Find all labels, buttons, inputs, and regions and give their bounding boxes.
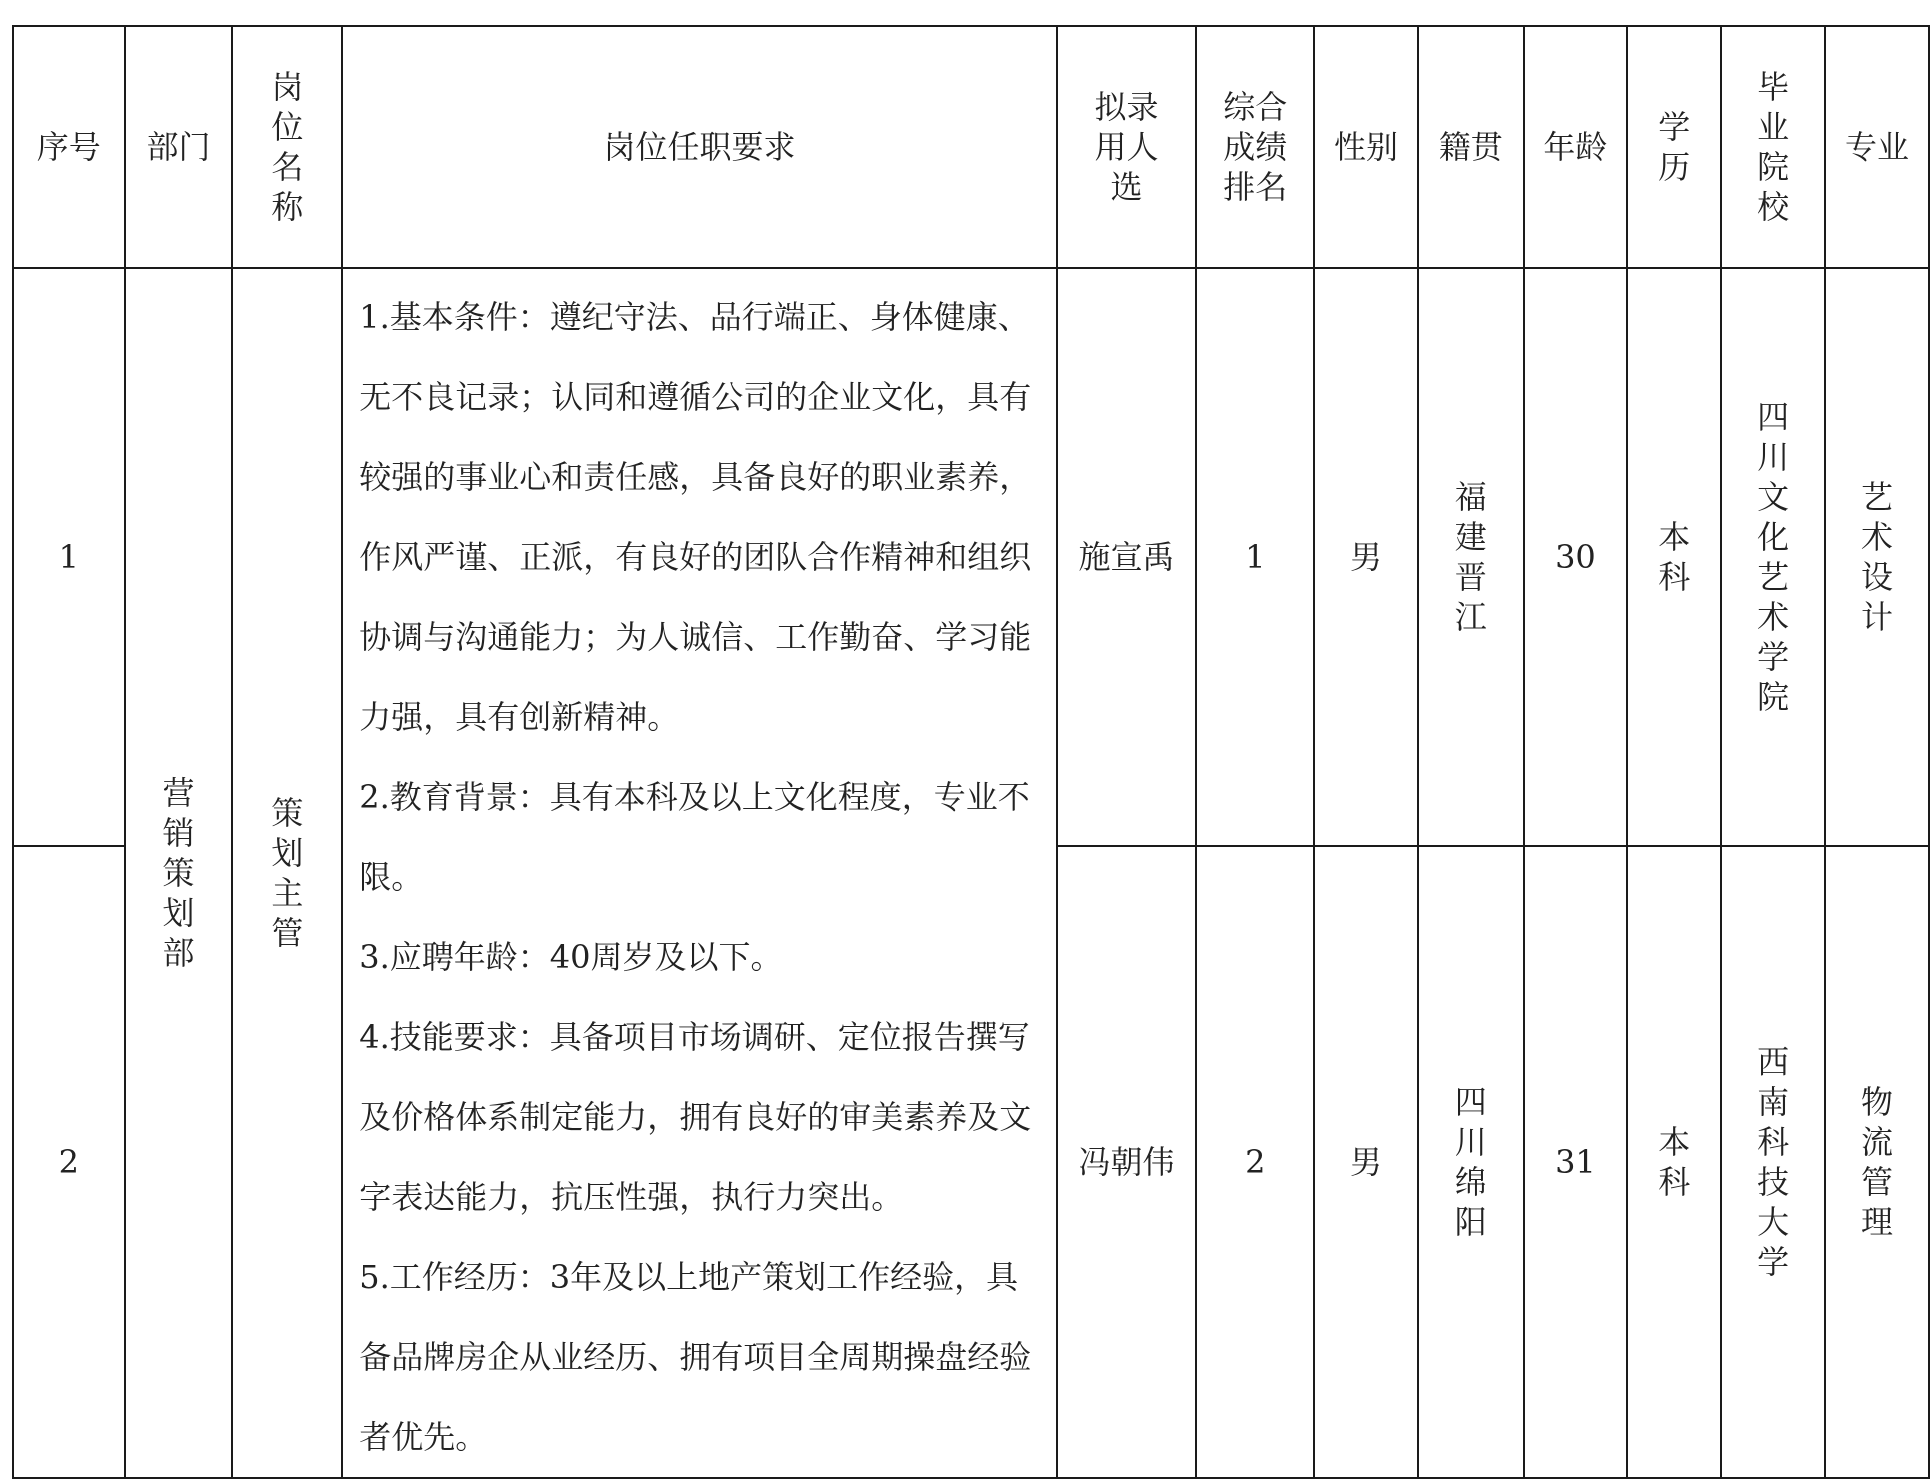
- requirement-experience: 5.工作经历：3年及以上地产策划工作经验，具备品牌房企从业经历、拥有项目全周期操盘经验者优先。: [359, 1258, 1032, 1456]
- school-value: 四川文化艺术学院: [1721, 268, 1825, 846]
- row-seq: 1: [13, 268, 125, 846]
- header-major: 专业: [1825, 26, 1929, 268]
- candidate-name: 冯朝伟: [1057, 846, 1197, 1478]
- requirement-skills: 4.技能要求：具备项目市场调研、定位报告撰写及价格体系制定能力，拥有良好的审美素养及文字表达能力，抗压性强，执行力突出。: [359, 1018, 1032, 1216]
- rank-value: 1: [1196, 268, 1314, 846]
- header-origin: 籍贯: [1418, 26, 1524, 268]
- candidate-table: [12, 25, 1930, 1479]
- gender-value: 男: [1314, 268, 1418, 846]
- rank-value: 2: [1196, 846, 1314, 1478]
- requirements-cell: [342, 268, 1056, 1478]
- requirement-age: 3.应聘年龄：40周岁及以下。: [359, 938, 783, 976]
- education-value: 本科: [1627, 268, 1721, 846]
- recruitment-document: [12, 25, 1930, 1479]
- header-education: 学历: [1627, 26, 1721, 268]
- position-cell: 策划主管: [232, 268, 342, 1478]
- age-value: 31: [1524, 846, 1628, 1478]
- origin-value: 福建晋江: [1418, 268, 1524, 846]
- age-value: 30: [1524, 268, 1628, 846]
- major-value: 物流管理: [1825, 846, 1929, 1478]
- header-row: [13, 26, 1929, 268]
- header-school: 毕业院校: [1721, 26, 1825, 268]
- header-gender: 性别: [1314, 26, 1418, 268]
- gender-value: 男: [1314, 846, 1418, 1478]
- candidate-name: 施宣禹: [1057, 268, 1197, 846]
- header-rank: 综合成绩排名: [1196, 26, 1314, 268]
- header-position: 岗位名称: [232, 26, 342, 268]
- requirement-basic: 1.基本条件：遵纪守法、品行端正、身体健康、无不良记录；认同和遵循公司的企业文化，具有较强的事业心和责任感，具备良好的职业素养，作风严谨、正派，有良好的团队合作精神和组织协调与沟通能力；为人诚信、工作勤奋、学习能力强，具有创新精神。: [359, 298, 1032, 736]
- header-seq: 序号: [13, 26, 125, 268]
- header-dept: 部门: [125, 26, 233, 268]
- dept-cell: 营销策划部: [125, 268, 233, 1478]
- origin-value: 四川绵阳: [1418, 846, 1524, 1478]
- school-value: 西南科技大学: [1721, 846, 1825, 1478]
- header-candidate: 拟录用人选: [1057, 26, 1197, 268]
- major-value: 艺术设计: [1825, 268, 1929, 846]
- header-age: 年龄: [1524, 26, 1628, 268]
- row-seq: 2: [13, 846, 125, 1478]
- table-row: [13, 268, 1929, 846]
- education-value: 本科: [1627, 846, 1721, 1478]
- requirement-education: 2.教育背景：具有本科及以上文化程度，专业不限。: [359, 778, 1030, 896]
- header-requirements: 岗位任职要求: [342, 26, 1056, 268]
